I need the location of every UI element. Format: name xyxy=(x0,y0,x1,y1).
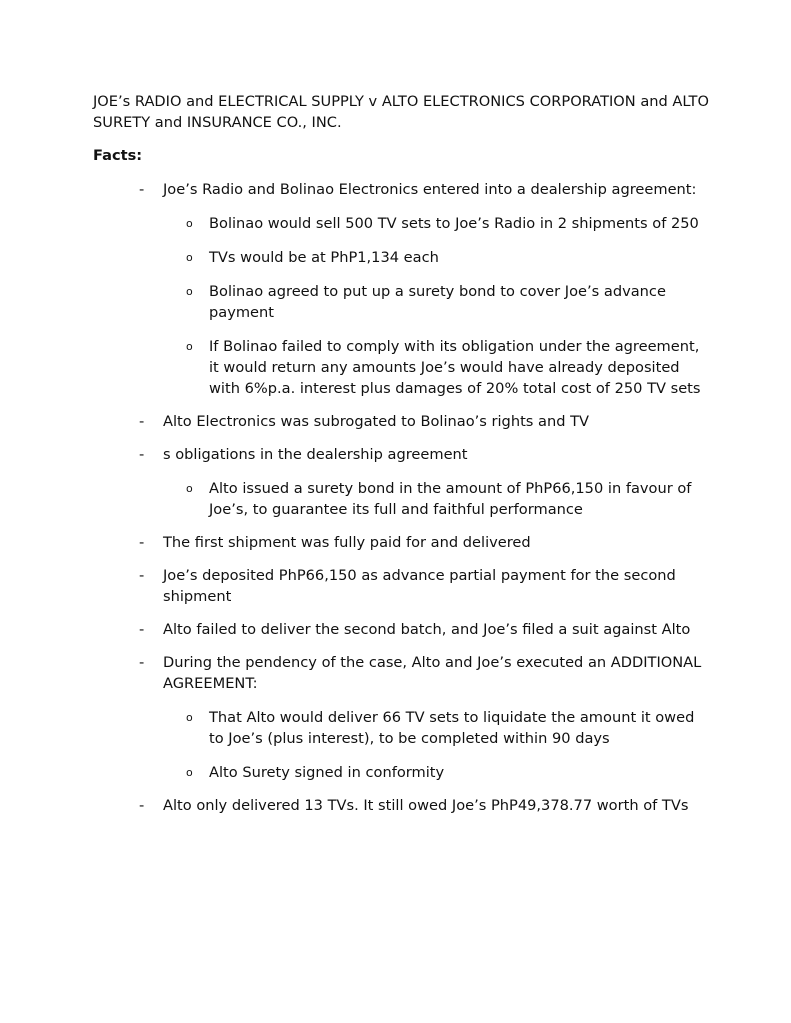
fact-text: Alto Electronics was subrogated to Bolinao’s rights and TV xyxy=(163,413,590,430)
sub-item xyxy=(163,336,713,399)
fact-item xyxy=(93,565,713,607)
fact-text: Alto failed to deliver the second batch, and Joe’s filed a suit against Alto xyxy=(163,621,691,638)
document-page xyxy=(93,91,713,828)
dash-bullet: - xyxy=(139,654,145,671)
sub-item-text: Bolinao agreed to put up a surety bond to cover Joe’s advance payment xyxy=(209,283,666,321)
dash-bullet: - xyxy=(139,413,145,430)
document-title: JOE’s RADIO and ELECTRICAL SUPPLY v ALTO ELECTRONICS CORPORATION and ALTO SURETY and INSURANCE CO., INC. xyxy=(93,93,709,131)
sub-item-text: Alto Surety signed in conformity xyxy=(209,764,445,781)
circle-bullet: o xyxy=(186,482,193,495)
fact-text: Alto only delivered 13 TVs. It still owed Joe’s PhP49,378.77 worth of TVs xyxy=(163,797,689,814)
fact-text: The first shipment was fully paid for and delivered xyxy=(163,534,531,551)
dash-bullet: - xyxy=(139,797,145,814)
dash-bullet: - xyxy=(139,567,145,584)
fact-item xyxy=(93,179,713,399)
circle-bullet: o xyxy=(186,711,193,724)
fact-text: Joe’s Radio and Bolinao Electronics entered into a dealership agreement: xyxy=(163,181,697,198)
sub-list xyxy=(163,478,713,520)
sub-item xyxy=(163,281,713,323)
circle-bullet: o xyxy=(186,251,193,264)
sub-list xyxy=(163,213,713,399)
circle-bullet: o xyxy=(186,340,193,353)
sub-item-text: That Alto would deliver 66 TV sets to liquidate the amount it owed to Joe’s (plus interest), to be completed within 90 days xyxy=(209,709,695,747)
sub-item-text: If Bolinao failed to comply with its obligation under the agreement, it would return any amounts Joe’s would have already deposited with 6%p.a. interest plus damages of 20% total cost of 250 TV sets xyxy=(209,338,701,397)
fact-text: Joe’s deposited PhP66,150 as advance partial payment for the second shipment xyxy=(163,567,676,605)
sub-item-text: Bolinao would sell 500 TV sets to Joe’s Radio in 2 shipments of 250 xyxy=(209,215,699,232)
sub-item-text: Alto issued a surety bond in the amount of PhP66,150 in favour of Joe’s, to guarantee its full and faithful performance xyxy=(209,480,692,518)
fact-item xyxy=(93,411,713,432)
sub-list xyxy=(163,707,713,783)
circle-bullet: o xyxy=(186,285,193,298)
facts-heading: Facts: xyxy=(93,147,143,164)
fact-item xyxy=(93,652,713,783)
facts-list xyxy=(93,179,713,816)
sub-item xyxy=(163,478,713,520)
fact-item xyxy=(93,444,713,520)
dash-bullet: - xyxy=(139,534,145,551)
sub-item xyxy=(163,762,713,783)
fact-item xyxy=(93,619,713,640)
fact-item xyxy=(93,795,713,816)
circle-bullet: o xyxy=(186,766,193,779)
sub-item-text: TVs would be at PhP1,134 each xyxy=(209,249,439,266)
fact-text: During the pendency of the case, Alto and Joe’s executed an ADDITIONAL AGREEMENT: xyxy=(163,654,702,692)
fact-item xyxy=(93,532,713,553)
circle-bullet: o xyxy=(186,217,193,230)
sub-item xyxy=(163,707,713,749)
dash-bullet: - xyxy=(139,446,145,463)
sub-item xyxy=(163,213,713,234)
sub-item xyxy=(163,247,713,268)
dash-bullet: - xyxy=(139,621,145,638)
fact-text: s obligations in the dealership agreement xyxy=(163,446,468,463)
dash-bullet: - xyxy=(139,181,145,198)
